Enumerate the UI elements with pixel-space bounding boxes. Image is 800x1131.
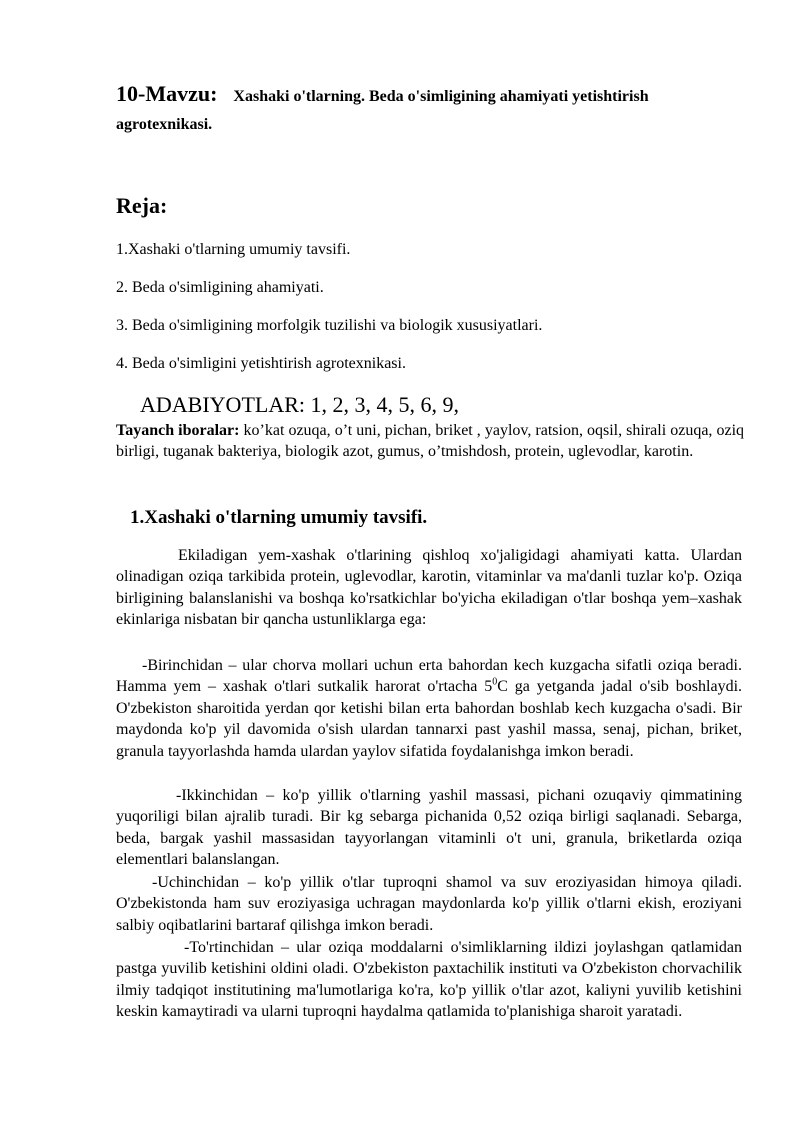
paragraph-intro: Ekiladigan yem-xashak o'tlarining qishloq xo'jaligidagi ahamiyati katta. Ulardan olinadigan oziqa tarkibida protein, uglevodlar, karotin, vitaminlar va ma'danli tuzlar ko'p. Oziqa birligining balanslanishi va boshqa ko'rsatkichlar bo'yicha ekiladigan o'tlar boshqa yem–xashak ekinlariga nisbatan bir qancha ustunliklarga ega: xyxy=(116,547,742,629)
paragraph-first-advantage xyxy=(116,655,742,762)
topic-title-text: Xashaki o'tlarning. Beda o'simligining ahamiyati yetishtirish agrotexnikasi. xyxy=(116,88,649,133)
keywords-block xyxy=(116,420,744,462)
section-heading: 1.Xashaki o'tlarning umumiy tavsifi. xyxy=(130,507,428,528)
keywords-label: Tayanch iboralar: xyxy=(116,422,240,439)
keywords-text: ko’kat ozuqa, o’t uni, pichan, briket , yaylov, ratsion, oqsil, shirali ozuqa, oziq birligi, tuganak bakteriya, biologik azot, gumus, o’tmishdosh, protein, uglevodlar, karotin. xyxy=(116,422,745,460)
plan-heading: Reja: xyxy=(116,193,168,218)
topic-number: 10-Mavzu: xyxy=(116,81,218,106)
paragraph-first-advantage-text-a: -Birinchidan – ular chorva mollari uchun erta bahordan kech kuzgacha sifatli oziqa beradi. Hamma yem – xashak o'tlari sutkalik harorat o'rtacha 5 xyxy=(116,657,742,696)
plan-item-2: 2. Beda o'simligining ahamiyati. xyxy=(116,279,324,296)
literature-references: ADABIYOTLAR: 1, 2, 3, 4, 5, 6, 9, xyxy=(140,392,459,417)
topic-title xyxy=(116,80,744,139)
paragraph-fourth-advantage: -To'rtinchidan – ular oziqa moddalarni o'simliklarning ildizi joylashgan qatlamidan pastga yuvilib ketishini oldini oladi. O'zbekiston paxtachilik instituti va O'zbekiston chorvachilik ilmiy tadqiqot institutining ma'lumotlariga ko'ra, ko'p yillik o'tlar azot, kaliyni yuvilib ketishini keskin kamaytiradi va ularni tuproqni haydalma qatlamida to'planishiga sharoit yaratadi. xyxy=(116,939,742,1021)
degree-superscript: 0 xyxy=(492,677,498,689)
plan-item-4: 4. Beda o'simligini yetishtirish agrotexnikasi. xyxy=(116,355,406,372)
paragraph-second-advantage: -Ikkinchidan – ko'p yillik o'tlarning yashil massasi, pichani ozuqaviy qimmatining yuqoriligi bilan ajralib turadi. Bir kg sebarga pichanida 0,52 oziqa birligi saqlanadi. Sebarga, beda, bargak yashil massasidan tayyorlangan vitaminli o't uni, granula, briketlarda oziqa elementlari balanslangan. xyxy=(116,787,742,869)
paragraph-first-advantage-text-b: C ga yetganda jadal o'sib boshlaydi. O'zbekiston sharoitida yerdan qor ketishi bilan erta bahordan boshlab kech kuzgacha o'sadi. Bir maydonda ko'p yil davomida o'sish ulardan tannarxi past yashil massa, senaj, pichan, briket, granula tayyorlashda hamda ulardan yaylov sifatida foydalanishga imkon beradi. xyxy=(116,678,743,760)
paragraph-third-advantage: -Uchinchidan – ko'p yillik o'tlar tuproqni shamol va suv eroziyasidan himoya qiladi. O'zbekistonda ham suv eroziyasiga uchragan maydonlarda ko'p yillik o'tlarni ekish, eroziyani salbiy oqibatlarini bartaraf qilishga imkon beradi. xyxy=(116,874,742,934)
plan-item-3: 3. Beda o'simligining morfolgik tuzilishi va biologik xususiyatlari. xyxy=(116,317,543,334)
plan-item-1: 1.Xashaki o'tlarning umumiy tavsifi. xyxy=(116,241,351,258)
